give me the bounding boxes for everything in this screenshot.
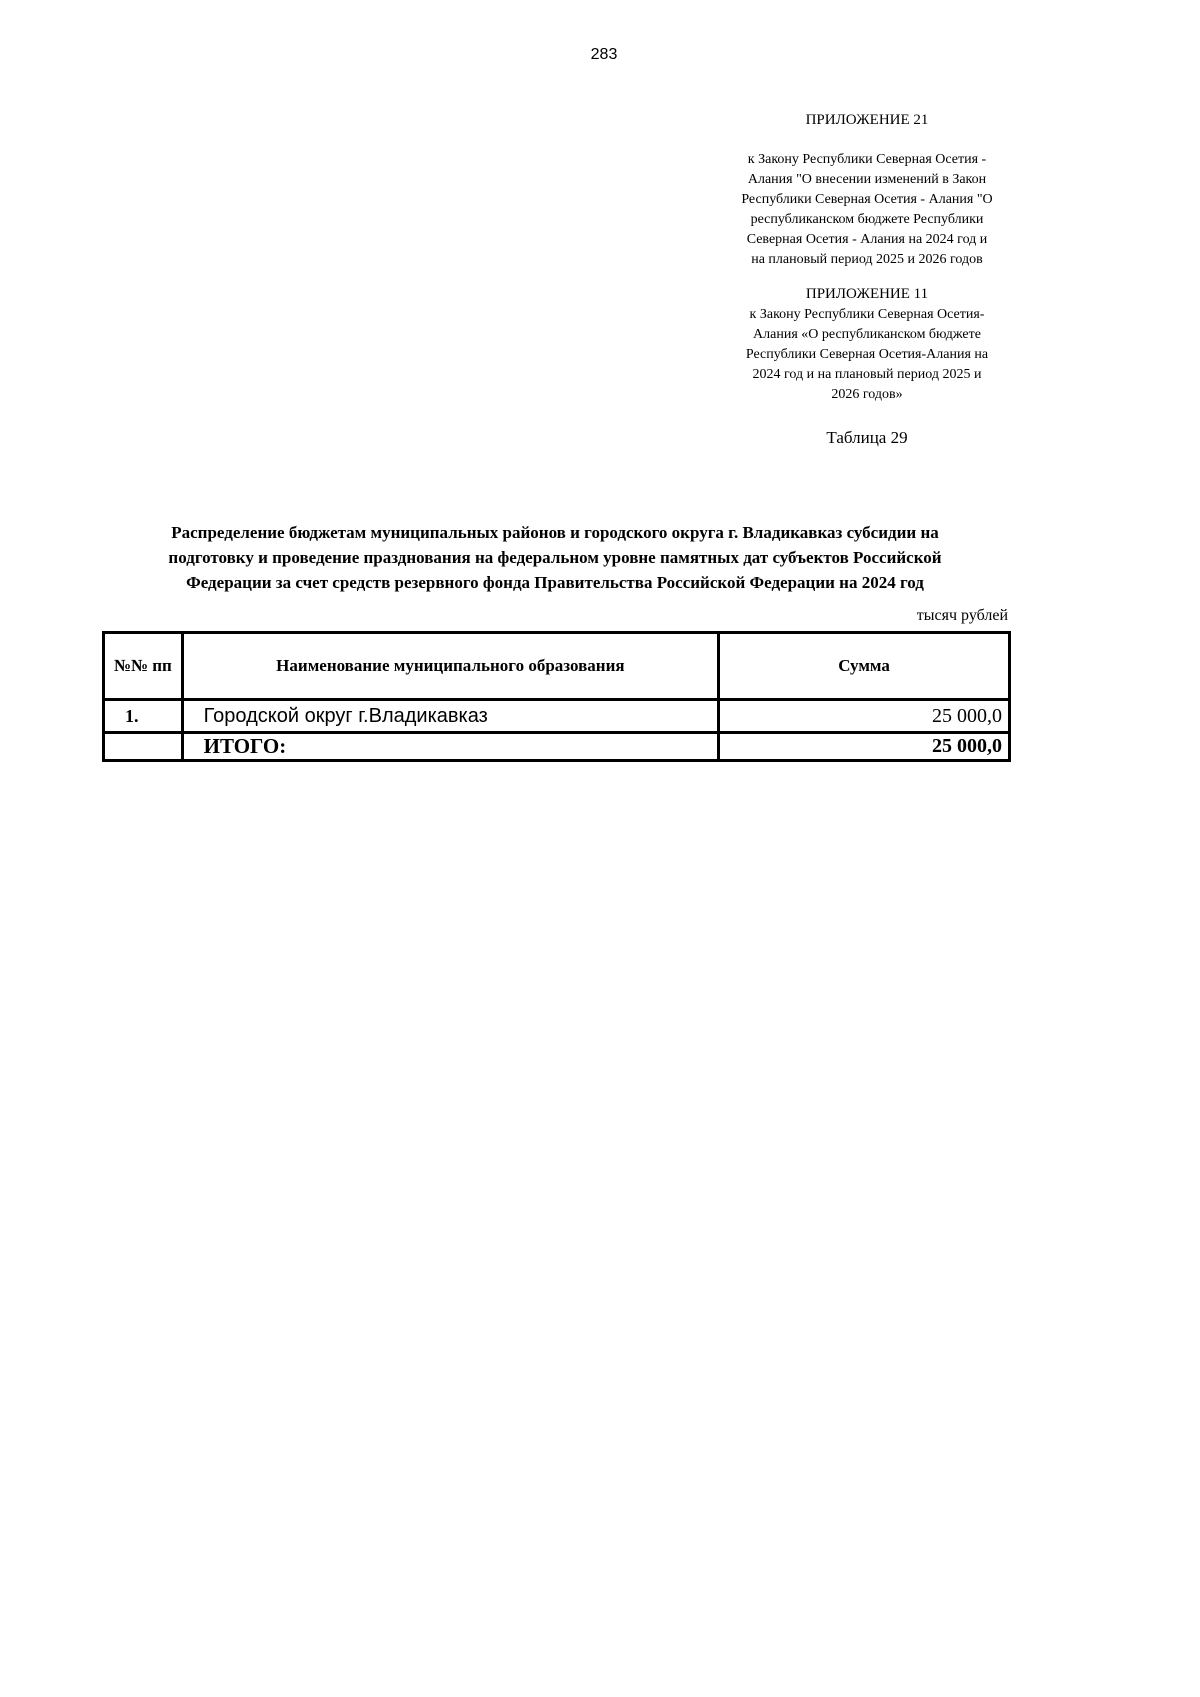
appendix-21-line: Северная Осетия - Алания на 2024 год и — [746, 232, 988, 247]
table-label: Таблица 29 — [826, 428, 908, 447]
appendix-11-line: 2024 год и на плановый период 2025 и — [752, 367, 982, 382]
appendix-21-line: Алания "О внесении изменений в Закон — [747, 172, 987, 187]
header-municipality-name: Наименование муниципального образования — [182, 633, 718, 700]
row-sum: 25 000,0 — [719, 700, 1010, 733]
table-header — [104, 633, 1010, 700]
appendix-21-line: на плановый период 2025 и 2026 годов — [751, 252, 983, 267]
table-header-row — [104, 633, 1010, 700]
document-title-line: подготовку и проведение празднования на федеральном уровне памятных дат субъектов Российской — [168, 548, 942, 567]
appendix-11-line: Алания «О республиканском бюджете — [753, 327, 981, 342]
distribution-table — [102, 631, 1011, 762]
row-municipality-name: Городской округ г.Владикавказ — [182, 700, 718, 733]
appendix-11-line: Республики Северная Осетия-Алания на — [745, 347, 989, 362]
table-body — [104, 700, 1010, 761]
unit-label: тысяч рублей — [916, 607, 1008, 624]
appendix-11-text — [722, 305, 1012, 405]
document-title-line: Распределение бюджетам муниципальных районов и городского округа г. Владикавказ субсидии на — [171, 523, 939, 542]
appendix-21-line: республиканском бюджете Республики — [750, 212, 984, 227]
document-title-line: Федерации за счет средств резервного фонда Правительства Российской Федерации на 2024 год — [186, 573, 924, 592]
appendix-11-line: 2026 годов» — [831, 387, 903, 402]
appendix-11-line: к Закону Республики Северная Осетия- — [749, 307, 985, 322]
row-number: 1. — [104, 700, 183, 733]
appendix-21-title: ПРИЛОЖЕНИЕ 21 — [805, 112, 929, 128]
header-sum: Сумма — [719, 633, 1010, 700]
total-sum: 25 000,0 — [719, 733, 1010, 761]
appendix-21-text — [722, 150, 1012, 270]
appendix-21-line: к Закону Республики Северная Осетия - — [747, 152, 987, 167]
total-label: ИТОГО: — [182, 733, 718, 761]
appendix-21-line: Республики Северная Осетия - Алания "О — [741, 192, 993, 207]
page-number: 283 — [590, 46, 618, 63]
total-row — [104, 733, 1010, 761]
appendix-11-title: ПРИЛОЖЕНИЕ 11 — [805, 286, 929, 302]
total-number — [104, 733, 183, 761]
table-row — [104, 700, 1010, 733]
header-number: №№ пп — [104, 633, 183, 700]
document-title — [105, 520, 1005, 595]
